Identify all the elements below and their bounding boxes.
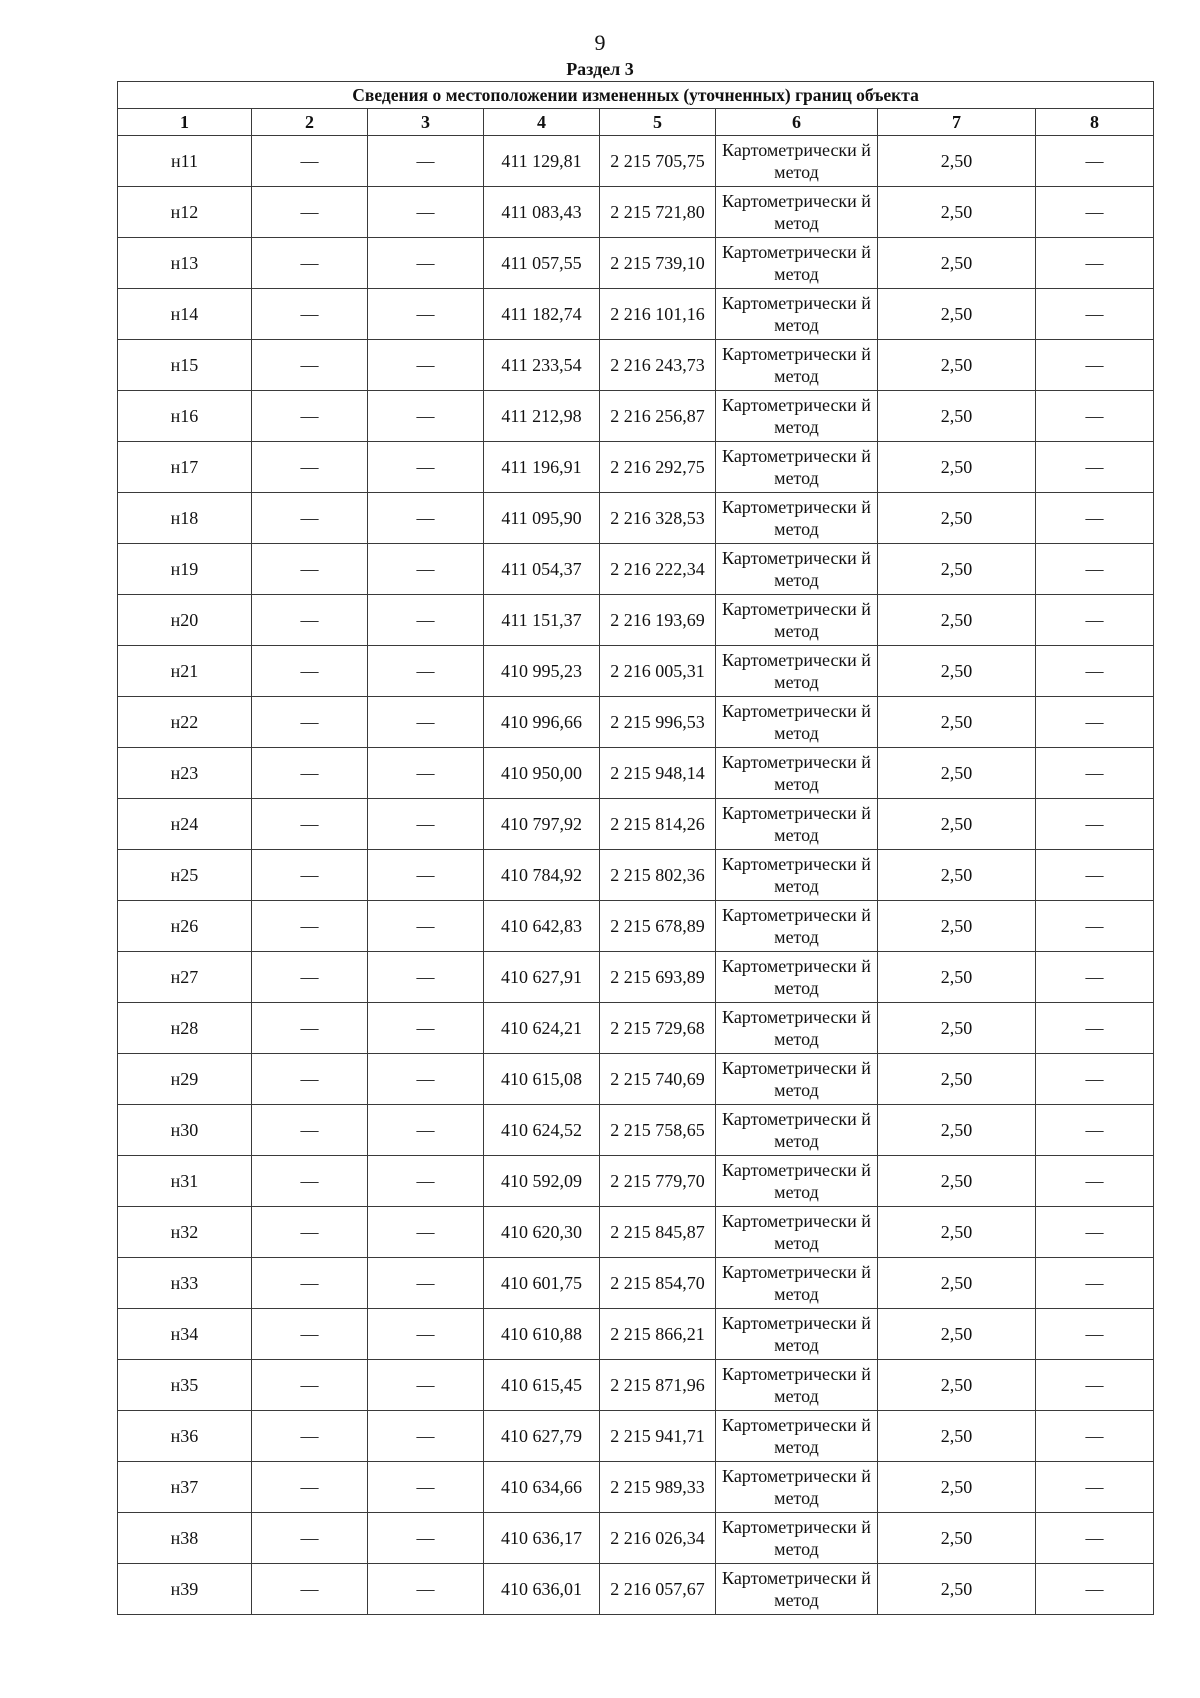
point-name-cell: н19	[118, 544, 252, 595]
point-name-cell: н22	[118, 697, 252, 748]
table-row	[118, 1360, 1154, 1411]
precision-cell: 2,50	[878, 901, 1036, 952]
col8-cell: —	[1036, 442, 1154, 493]
col8-cell: —	[1036, 799, 1154, 850]
col3-cell: —	[368, 238, 484, 289]
y-coordinate-cell: 2 216 256,87	[600, 391, 716, 442]
col3-cell: —	[368, 952, 484, 1003]
precision-cell: 2,50	[878, 748, 1036, 799]
y-coordinate-cell: 2 215 854,70	[600, 1258, 716, 1309]
column-number: 6	[716, 109, 878, 136]
precision-cell: 2,50	[878, 1156, 1036, 1207]
col8-cell: —	[1036, 1462, 1154, 1513]
col3-cell: —	[368, 748, 484, 799]
table-row	[118, 1513, 1154, 1564]
table-row	[118, 187, 1154, 238]
col8-cell: —	[1036, 595, 1154, 646]
col8-cell: —	[1036, 748, 1154, 799]
col2-cell: —	[252, 1207, 368, 1258]
table-row	[118, 238, 1154, 289]
y-coordinate-cell: 2 215 729,68	[600, 1003, 716, 1054]
col2-cell: —	[252, 1003, 368, 1054]
x-coordinate-cell: 410 615,08	[484, 1054, 600, 1105]
y-coordinate-cell: 2 215 739,10	[600, 238, 716, 289]
col3-cell: —	[368, 544, 484, 595]
point-name-cell: н20	[118, 595, 252, 646]
precision-cell: 2,50	[878, 1411, 1036, 1462]
col2-cell: —	[252, 1411, 368, 1462]
method-cell: Картометрически й метод	[716, 442, 878, 493]
col3-cell: —	[368, 136, 484, 187]
x-coordinate-cell: 410 797,92	[484, 799, 600, 850]
x-coordinate-cell: 411 196,91	[484, 442, 600, 493]
col8-cell: —	[1036, 901, 1154, 952]
method-cell: Картометрически й метод	[716, 1054, 878, 1105]
y-coordinate-cell: 2 215 941,71	[600, 1411, 716, 1462]
point-name-cell: н38	[118, 1513, 252, 1564]
method-cell: Картометрически й метод	[716, 748, 878, 799]
method-cell: Картометрически й метод	[716, 1360, 878, 1411]
precision-cell: 2,50	[878, 952, 1036, 1003]
point-name-cell: н18	[118, 493, 252, 544]
x-coordinate-cell: 411 054,37	[484, 544, 600, 595]
x-coordinate-cell: 410 620,30	[484, 1207, 600, 1258]
col2-cell: —	[252, 850, 368, 901]
point-name-cell: н35	[118, 1360, 252, 1411]
col8-cell: —	[1036, 850, 1154, 901]
col3-cell: —	[368, 901, 484, 952]
col2-cell: —	[252, 646, 368, 697]
precision-cell: 2,50	[878, 595, 1036, 646]
col2-cell: —	[252, 442, 368, 493]
col3-cell: —	[368, 1207, 484, 1258]
precision-cell: 2,50	[878, 1513, 1036, 1564]
page-number: 9	[594, 30, 606, 55]
col2-cell: —	[252, 595, 368, 646]
method-cell: Картометрически й метод	[716, 1258, 878, 1309]
table-row	[118, 1054, 1154, 1105]
table-row	[118, 1003, 1154, 1054]
y-coordinate-cell: 2 216 026,34	[600, 1513, 716, 1564]
col8-cell: —	[1036, 1564, 1154, 1615]
col8-cell: —	[1036, 136, 1154, 187]
col3-cell: —	[368, 850, 484, 901]
x-coordinate-cell: 410 636,01	[484, 1564, 600, 1615]
column-number: 5	[600, 109, 716, 136]
col2-cell: —	[252, 1564, 368, 1615]
table-row	[118, 595, 1154, 646]
table-caption-row	[118, 82, 1154, 109]
y-coordinate-cell: 2 215 996,53	[600, 697, 716, 748]
table-row	[118, 1156, 1154, 1207]
method-cell: Картометрически й метод	[716, 952, 878, 1003]
col2-cell: —	[252, 1462, 368, 1513]
col8-cell: —	[1036, 238, 1154, 289]
x-coordinate-cell: 411 057,55	[484, 238, 600, 289]
precision-cell: 2,50	[878, 238, 1036, 289]
method-cell: Картометрически й метод	[716, 289, 878, 340]
point-name-cell: н36	[118, 1411, 252, 1462]
precision-cell: 2,50	[878, 391, 1036, 442]
point-name-cell: н14	[118, 289, 252, 340]
y-coordinate-cell: 2 215 693,89	[600, 952, 716, 1003]
table-row	[118, 646, 1154, 697]
x-coordinate-cell: 410 634,66	[484, 1462, 600, 1513]
point-name-cell: н25	[118, 850, 252, 901]
table-row	[118, 799, 1154, 850]
precision-cell: 2,50	[878, 544, 1036, 595]
method-cell: Картометрически й метод	[716, 187, 878, 238]
table-row	[118, 1411, 1154, 1462]
col2-cell: —	[252, 136, 368, 187]
y-coordinate-cell: 2 215 740,69	[600, 1054, 716, 1105]
column-number-row	[118, 109, 1154, 136]
point-name-cell: н34	[118, 1309, 252, 1360]
table-row	[118, 1105, 1154, 1156]
col8-cell: —	[1036, 697, 1154, 748]
y-coordinate-cell: 2 216 328,53	[600, 493, 716, 544]
method-cell: Картометрически й метод	[716, 697, 878, 748]
boundary-coordinates-table	[117, 81, 1154, 1615]
x-coordinate-cell: 411 129,81	[484, 136, 600, 187]
precision-cell: 2,50	[878, 646, 1036, 697]
method-cell: Картометрически й метод	[716, 1207, 878, 1258]
point-name-cell: н24	[118, 799, 252, 850]
table-row	[118, 1564, 1154, 1615]
table-row	[118, 697, 1154, 748]
col2-cell: —	[252, 1258, 368, 1309]
x-coordinate-cell: 410 636,17	[484, 1513, 600, 1564]
method-cell: Картометрически й метод	[716, 340, 878, 391]
point-name-cell: н17	[118, 442, 252, 493]
y-coordinate-cell: 2 216 005,31	[600, 646, 716, 697]
y-coordinate-cell: 2 215 705,75	[600, 136, 716, 187]
table-row	[118, 544, 1154, 595]
col3-cell: —	[368, 697, 484, 748]
method-cell: Картометрически й метод	[716, 1156, 878, 1207]
y-coordinate-cell: 2 215 845,87	[600, 1207, 716, 1258]
point-name-cell: н30	[118, 1105, 252, 1156]
precision-cell: 2,50	[878, 1258, 1036, 1309]
y-coordinate-cell: 2 215 678,89	[600, 901, 716, 952]
col2-cell: —	[252, 391, 368, 442]
point-name-cell: н13	[118, 238, 252, 289]
col2-cell: —	[252, 238, 368, 289]
col8-cell: —	[1036, 289, 1154, 340]
col3-cell: —	[368, 1564, 484, 1615]
col2-cell: —	[252, 799, 368, 850]
precision-cell: 2,50	[878, 442, 1036, 493]
method-cell: Картометрически й метод	[716, 1462, 878, 1513]
col8-cell: —	[1036, 1309, 1154, 1360]
y-coordinate-cell: 2 216 101,16	[600, 289, 716, 340]
x-coordinate-cell: 410 995,23	[484, 646, 600, 697]
method-cell: Картометрически й метод	[716, 391, 878, 442]
col3-cell: —	[368, 646, 484, 697]
col3-cell: —	[368, 595, 484, 646]
method-cell: Картометрически й метод	[716, 799, 878, 850]
y-coordinate-cell: 2 215 866,21	[600, 1309, 716, 1360]
col3-cell: —	[368, 391, 484, 442]
precision-cell: 2,50	[878, 697, 1036, 748]
x-coordinate-cell: 411 212,98	[484, 391, 600, 442]
col3-cell: —	[368, 1003, 484, 1054]
precision-cell: 2,50	[878, 136, 1036, 187]
method-cell: Картометрически й метод	[716, 136, 878, 187]
col8-cell: —	[1036, 340, 1154, 391]
col2-cell: —	[252, 1360, 368, 1411]
precision-cell: 2,50	[878, 1105, 1036, 1156]
x-coordinate-cell: 410 627,79	[484, 1411, 600, 1462]
point-name-cell: н21	[118, 646, 252, 697]
col2-cell: —	[252, 187, 368, 238]
precision-cell: 2,50	[878, 1003, 1036, 1054]
precision-cell: 2,50	[878, 1360, 1036, 1411]
col8-cell: —	[1036, 1411, 1154, 1462]
point-name-cell: н11	[118, 136, 252, 187]
point-name-cell: н39	[118, 1564, 252, 1615]
col8-cell: —	[1036, 1105, 1154, 1156]
point-name-cell: н12	[118, 187, 252, 238]
point-name-cell: н28	[118, 1003, 252, 1054]
method-cell: Картометрически й метод	[716, 595, 878, 646]
point-name-cell: н27	[118, 952, 252, 1003]
x-coordinate-cell: 410 784,92	[484, 850, 600, 901]
col2-cell: —	[252, 748, 368, 799]
y-coordinate-cell: 2 215 814,26	[600, 799, 716, 850]
y-coordinate-cell: 2 215 871,96	[600, 1360, 716, 1411]
x-coordinate-cell: 411 182,74	[484, 289, 600, 340]
column-number: 2	[252, 109, 368, 136]
point-name-cell: н29	[118, 1054, 252, 1105]
col3-cell: —	[368, 1156, 484, 1207]
x-coordinate-cell: 410 627,91	[484, 952, 600, 1003]
col2-cell: —	[252, 340, 368, 391]
precision-cell: 2,50	[878, 799, 1036, 850]
y-coordinate-cell: 2 216 243,73	[600, 340, 716, 391]
col2-cell: —	[252, 1513, 368, 1564]
precision-cell: 2,50	[878, 493, 1036, 544]
table-row	[118, 391, 1154, 442]
col8-cell: —	[1036, 1360, 1154, 1411]
col2-cell: —	[252, 289, 368, 340]
precision-cell: 2,50	[878, 1054, 1036, 1105]
method-cell: Картометрически й метод	[716, 850, 878, 901]
col8-cell: —	[1036, 1513, 1154, 1564]
x-coordinate-cell: 410 624,52	[484, 1105, 600, 1156]
col2-cell: —	[252, 544, 368, 595]
col3-cell: —	[368, 289, 484, 340]
x-coordinate-cell: 411 151,37	[484, 595, 600, 646]
y-coordinate-cell: 2 215 721,80	[600, 187, 716, 238]
x-coordinate-cell: 410 624,21	[484, 1003, 600, 1054]
table-row	[118, 340, 1154, 391]
col3-cell: —	[368, 1309, 484, 1360]
precision-cell: 2,50	[878, 850, 1036, 901]
x-coordinate-cell: 410 615,45	[484, 1360, 600, 1411]
col2-cell: —	[252, 697, 368, 748]
point-name-cell: н26	[118, 901, 252, 952]
method-cell: Картометрически й метод	[716, 1105, 878, 1156]
method-cell: Картометрически й метод	[716, 901, 878, 952]
method-cell: Картометрически й метод	[716, 1513, 878, 1564]
x-coordinate-cell: 410 592,09	[484, 1156, 600, 1207]
col3-cell: —	[368, 1105, 484, 1156]
precision-cell: 2,50	[878, 1207, 1036, 1258]
table-row	[118, 1207, 1154, 1258]
method-cell: Картометрически й метод	[716, 1003, 878, 1054]
col2-cell: —	[252, 901, 368, 952]
col8-cell: —	[1036, 544, 1154, 595]
col3-cell: —	[368, 187, 484, 238]
col8-cell: —	[1036, 952, 1154, 1003]
table-row	[118, 1309, 1154, 1360]
x-coordinate-cell: 411 233,54	[484, 340, 600, 391]
table-row	[118, 901, 1154, 952]
method-cell: Картометрически й метод	[716, 646, 878, 697]
method-cell: Картометрически й метод	[716, 238, 878, 289]
col2-cell: —	[252, 493, 368, 544]
col3-cell: —	[368, 799, 484, 850]
col8-cell: —	[1036, 1207, 1154, 1258]
col2-cell: —	[252, 1105, 368, 1156]
column-number: 3	[368, 109, 484, 136]
col2-cell: —	[252, 1054, 368, 1105]
y-coordinate-cell: 2 215 989,33	[600, 1462, 716, 1513]
table-row	[118, 1462, 1154, 1513]
x-coordinate-cell: 410 950,00	[484, 748, 600, 799]
col3-cell: —	[368, 442, 484, 493]
col8-cell: —	[1036, 1258, 1154, 1309]
col8-cell: —	[1036, 1003, 1154, 1054]
column-number: 8	[1036, 109, 1154, 136]
precision-cell: 2,50	[878, 1309, 1036, 1360]
table-row	[118, 289, 1154, 340]
col2-cell: —	[252, 952, 368, 1003]
col2-cell: —	[252, 1309, 368, 1360]
table-row	[118, 952, 1154, 1003]
precision-cell: 2,50	[878, 1564, 1036, 1615]
x-coordinate-cell: 411 095,90	[484, 493, 600, 544]
col3-cell: —	[368, 340, 484, 391]
method-cell: Картометрически й метод	[716, 1411, 878, 1462]
y-coordinate-cell: 2 215 802,36	[600, 850, 716, 901]
method-cell: Картометрически й метод	[716, 493, 878, 544]
table-row	[118, 748, 1154, 799]
y-coordinate-cell: 2 216 057,67	[600, 1564, 716, 1615]
column-number: 7	[878, 109, 1036, 136]
y-coordinate-cell: 2 216 193,69	[600, 595, 716, 646]
y-coordinate-cell: 2 215 779,70	[600, 1156, 716, 1207]
point-name-cell: н33	[118, 1258, 252, 1309]
col3-cell: —	[368, 1462, 484, 1513]
table-row	[118, 493, 1154, 544]
table-caption: Сведения о местоположении измененных (уточненных) границ объекта	[118, 82, 1154, 109]
col3-cell: —	[368, 1411, 484, 1462]
table-row	[118, 850, 1154, 901]
col8-cell: —	[1036, 391, 1154, 442]
col8-cell: —	[1036, 1156, 1154, 1207]
table-row	[118, 1258, 1154, 1309]
table-body	[118, 82, 1154, 1615]
point-name-cell: н23	[118, 748, 252, 799]
x-coordinate-cell: 410 642,83	[484, 901, 600, 952]
y-coordinate-cell: 2 215 758,65	[600, 1105, 716, 1156]
col3-cell: —	[368, 1054, 484, 1105]
table-row	[118, 442, 1154, 493]
col2-cell: —	[252, 1156, 368, 1207]
x-coordinate-cell: 410 601,75	[484, 1258, 600, 1309]
point-name-cell: н15	[118, 340, 252, 391]
x-coordinate-cell: 410 610,88	[484, 1309, 600, 1360]
column-number: 4	[484, 109, 600, 136]
point-name-cell: н32	[118, 1207, 252, 1258]
col8-cell: —	[1036, 493, 1154, 544]
precision-cell: 2,50	[878, 340, 1036, 391]
y-coordinate-cell: 2 216 292,75	[600, 442, 716, 493]
col3-cell: —	[368, 493, 484, 544]
x-coordinate-cell: 411 083,43	[484, 187, 600, 238]
x-coordinate-cell: 410 996,66	[484, 697, 600, 748]
column-number: 1	[118, 109, 252, 136]
precision-cell: 2,50	[878, 187, 1036, 238]
point-name-cell: н31	[118, 1156, 252, 1207]
col3-cell: —	[368, 1513, 484, 1564]
point-name-cell: н16	[118, 391, 252, 442]
col8-cell: —	[1036, 646, 1154, 697]
table-row	[118, 136, 1154, 187]
y-coordinate-cell: 2 215 948,14	[600, 748, 716, 799]
col3-cell: —	[368, 1360, 484, 1411]
point-name-cell: н37	[118, 1462, 252, 1513]
section-title: Раздел 3	[566, 59, 634, 79]
method-cell: Картометрически й метод	[716, 544, 878, 595]
precision-cell: 2,50	[878, 1462, 1036, 1513]
method-cell: Картометрически й метод	[716, 1309, 878, 1360]
col8-cell: —	[1036, 1054, 1154, 1105]
method-cell: Картометрически й метод	[716, 1564, 878, 1615]
precision-cell: 2,50	[878, 289, 1036, 340]
col8-cell: —	[1036, 187, 1154, 238]
y-coordinate-cell: 2 216 222,34	[600, 544, 716, 595]
col3-cell: —	[368, 1258, 484, 1309]
